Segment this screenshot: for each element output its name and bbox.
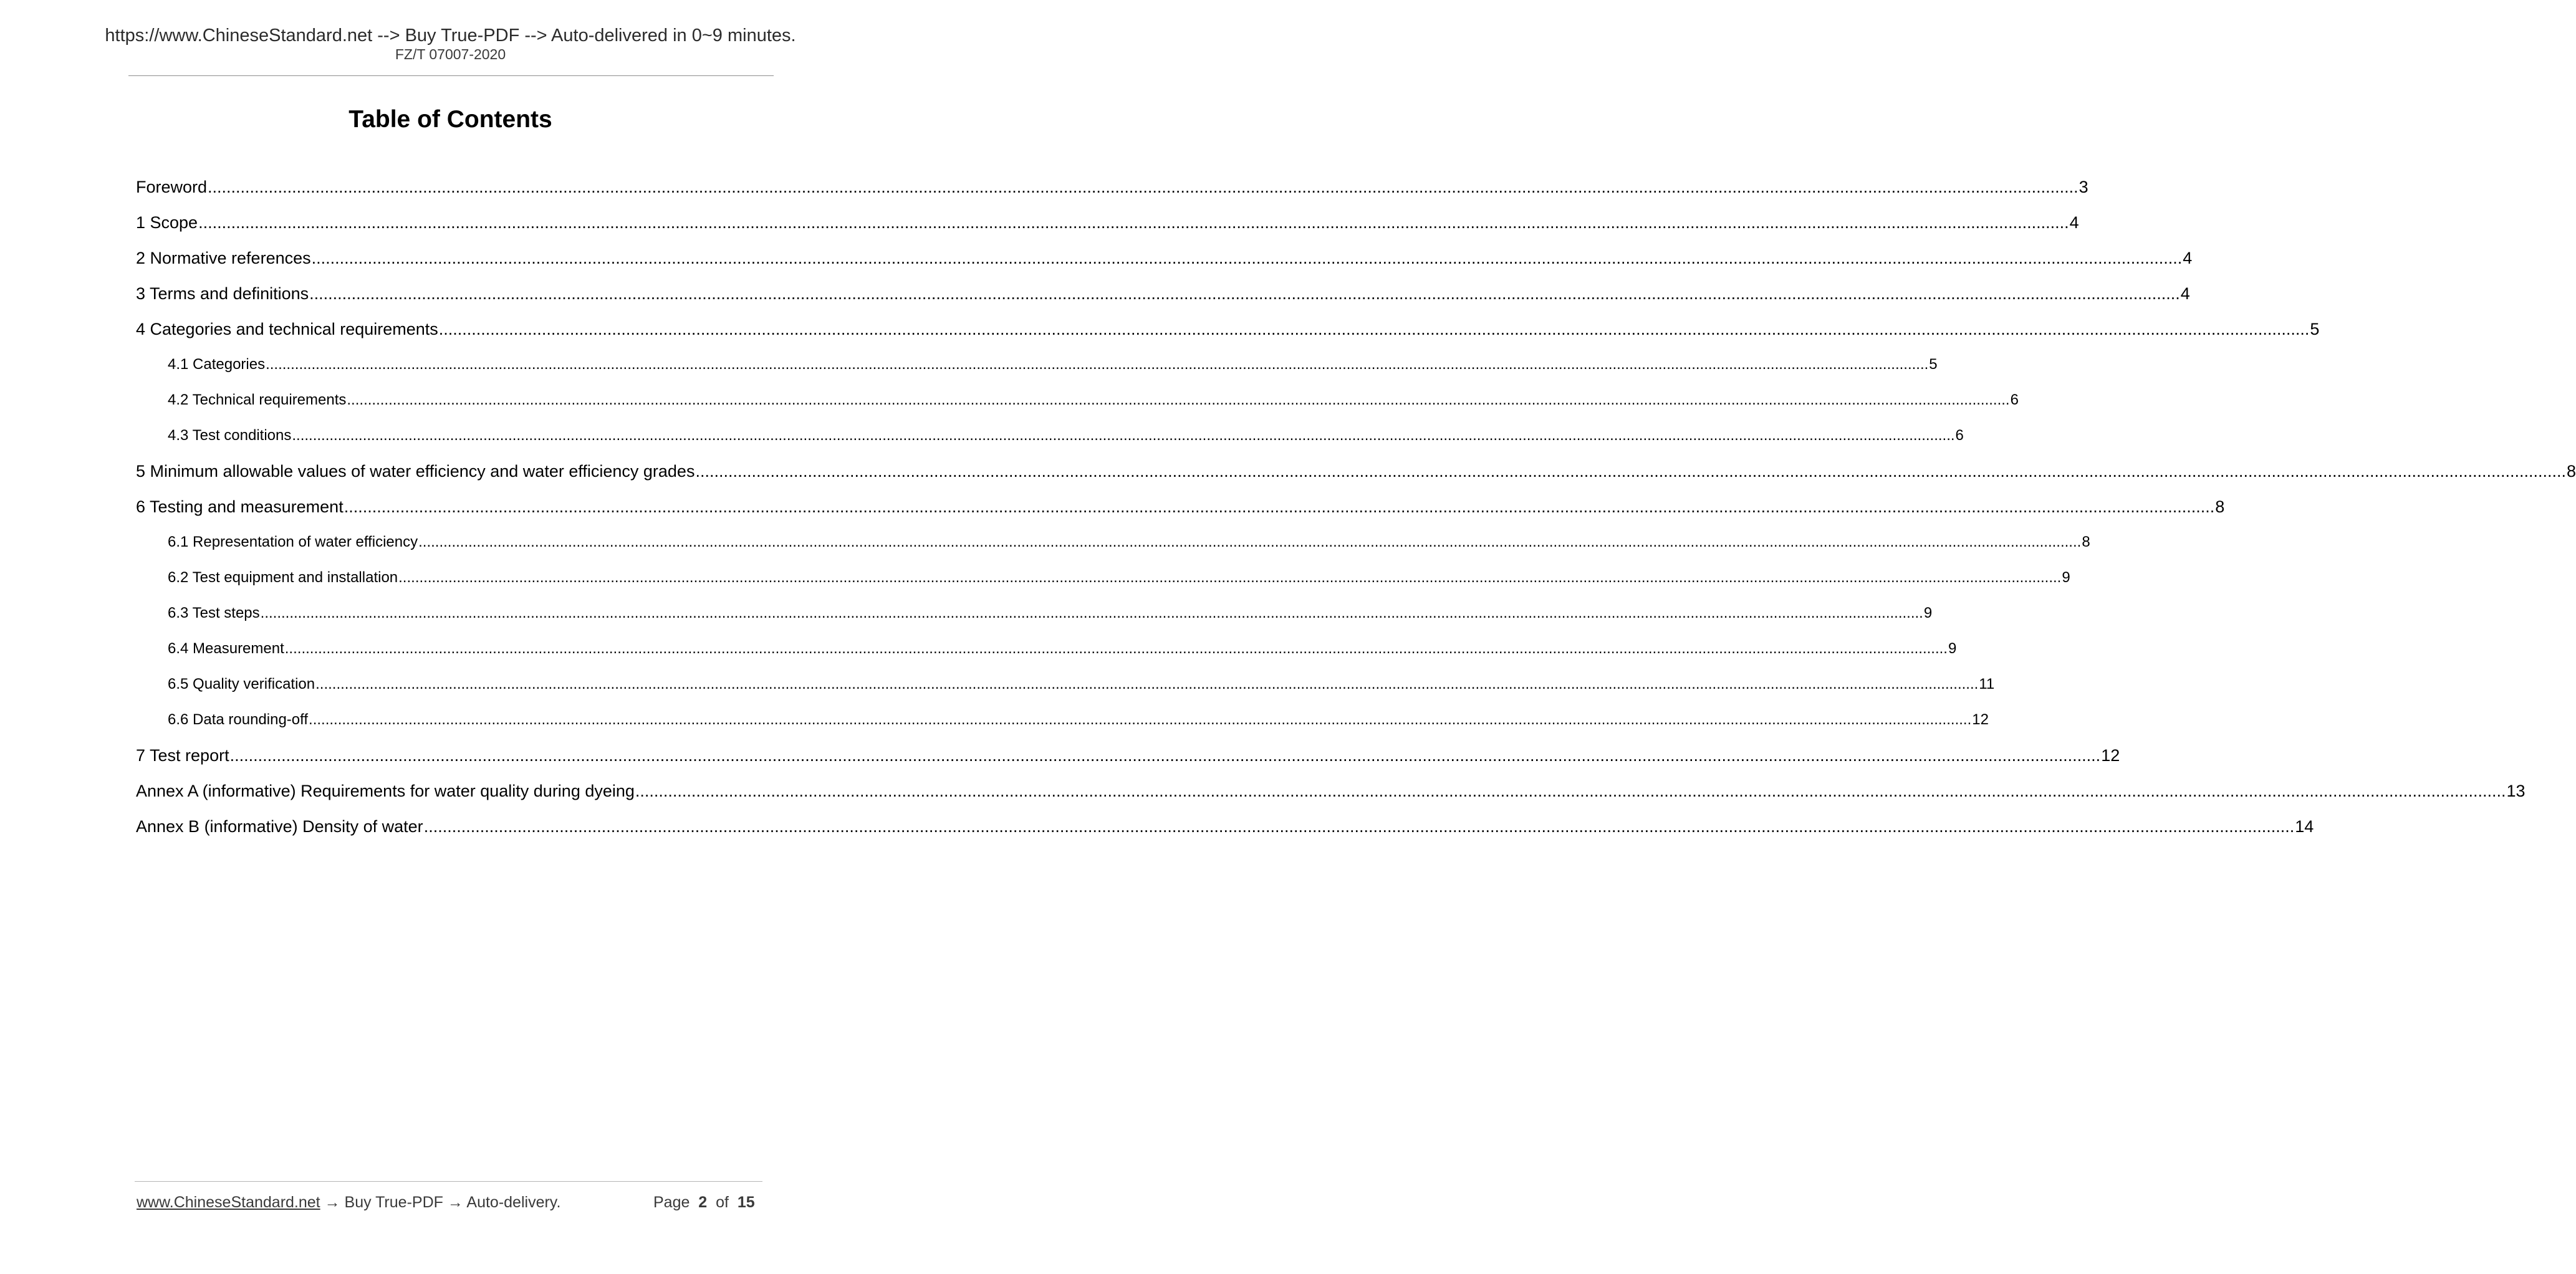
dot-leader: ................................................................................................................................................................................................................................................................................................................................................................................................................ — [208, 178, 2079, 196]
toc-entry-page: 4 — [2180, 284, 2190, 303]
toc-entry-label: 2 Normative references — [136, 249, 311, 267]
toc-entry-page: 12 — [2101, 746, 2120, 765]
toc-entry-quality-verification[interactable] — [168, 673, 1995, 696]
toc-entry-measurement[interactable] — [168, 638, 1957, 660]
toc-entry-page: 8 — [2567, 462, 2576, 481]
toc-entry-label: 6.3 Test steps — [168, 605, 260, 621]
footer-divider — [135, 1181, 762, 1182]
footer-promo — [137, 1192, 560, 1212]
toc-entry-label: 6.1 Representation of water efficiency — [168, 534, 418, 550]
total-pages: 15 — [737, 1194, 755, 1211]
toc-entry-label: 4.1 Categories — [168, 356, 266, 373]
current-page-number: 2 — [698, 1194, 708, 1211]
toc-entry-test-report[interactable] — [136, 744, 2120, 767]
footer-promo-text: → Buy True-PDF → Auto-delivery. — [320, 1194, 561, 1211]
toc-entry-page: 5 — [2310, 320, 2320, 338]
dot-leader: ................................................................................................................................................................................................................................................................................................................................................................................................................ — [635, 782, 2506, 800]
dot-leader: ................................................................................................................................................................................................................................................................................................................................................................................................................ — [309, 711, 1972, 728]
toc-entry-technical-requirements[interactable] — [168, 389, 2019, 411]
dot-leader: ................................................................................................................................................................................................................................................................................................................................................................................................................ — [398, 569, 2062, 586]
toc-entry-data-rounding-off[interactable] — [168, 709, 1989, 731]
toc-entry-page: 4 — [2183, 249, 2193, 267]
toc-entry-label: 4.3 Test conditions — [168, 427, 292, 444]
toc-entry-test-equipment-and-installation[interactable] — [168, 567, 2070, 589]
of-word: of — [716, 1194, 729, 1211]
toc-entry-page: 11 — [1979, 676, 1995, 692]
toc-entry-page: 8 — [2215, 497, 2225, 516]
dot-leader: ................................................................................................................................................................................................................................................................................................................................................................................................................ — [423, 817, 2295, 836]
dot-leader: ................................................................................................................................................................................................................................................................................................................................................................................................................ — [284, 640, 1948, 657]
toc-entry-label: 5 Minimum allowable values of water efficiency and water efficiency grades — [136, 462, 695, 481]
dot-leader: ................................................................................................................................................................................................................................................................................................................................................................................................................ — [311, 249, 2183, 267]
toc-entry-label: 6.4 Measurement — [168, 640, 284, 657]
toc-entry-page: 9 — [1948, 640, 1957, 657]
toc-entry-label: Annex B (informative) Density of water — [136, 817, 423, 836]
toc-entry-label: 3 Terms and definitions — [136, 284, 309, 303]
toc-entry-representation-of-water-efficiency[interactable] — [168, 531, 2090, 553]
toc-entry-page: 9 — [2062, 569, 2070, 586]
toc-entry-label: 4 Categories and technical requirements — [136, 320, 438, 338]
toc-entry-page: 13 — [2506, 782, 2526, 800]
toc-entry-label: 6.6 Data rounding-off — [168, 711, 309, 728]
toc-entry-page: 14 — [2295, 817, 2314, 836]
dot-leader: ................................................................................................................................................................................................................................................................................................................................................................................................................ — [198, 213, 2069, 232]
toc-title: Table of Contents — [348, 106, 552, 133]
page-indicator — [653, 1192, 755, 1212]
toc-entry-minimum-allowable-values[interactable] — [136, 460, 2576, 482]
dot-leader: ................................................................................................................................................................................................................................................................................................................................................................................................................ — [315, 676, 1979, 692]
toc-entry-label: Annex A (informative) Requirements for water quality during dyeing — [136, 782, 635, 800]
toc-entry-label: 1 Scope — [136, 213, 198, 232]
toc-entry-label: Foreword — [136, 178, 208, 196]
dot-leader: ................................................................................................................................................................................................................................................................................................................................................................................................................ — [695, 462, 2567, 481]
document-id: FZ/T 07007-2020 — [395, 46, 506, 62]
toc-entry-page: 3 — [2079, 178, 2088, 196]
toc-entry-test-steps[interactable] — [168, 602, 1933, 625]
toc-entry-annex-a[interactable] — [136, 780, 2526, 802]
toc-entry-scope[interactable] — [136, 211, 2079, 234]
toc-entry-terms-and-definitions[interactable] — [136, 282, 2190, 305]
header-divider — [128, 75, 774, 76]
dot-leader: ................................................................................................................................................................................................................................................................................................................................................................................................................ — [266, 356, 1929, 373]
toc-entry-page: 8 — [2082, 534, 2090, 550]
dot-leader: ................................................................................................................................................................................................................................................................................................................................................................................................................ — [418, 534, 2082, 550]
dot-leader: ................................................................................................................................................................................................................................................................................................................................................................................................................ — [260, 605, 1923, 621]
toc-entry-page: 12 — [1972, 711, 1989, 728]
toc-entry-label: 6 Testing and measurement — [136, 497, 344, 516]
toc-entry-page: 4 — [2069, 213, 2079, 232]
toc-entry-test-conditions[interactable] — [168, 424, 1964, 447]
toc-entry-label: 6.5 Quality verification — [168, 676, 315, 692]
toc-entry-page: 6 — [1955, 427, 1964, 444]
toc-entry-foreword[interactable] — [136, 176, 2088, 198]
toc-entry-annex-b[interactable] — [136, 815, 2314, 838]
dot-leader: ................................................................................................................................................................................................................................................................................................................................................................................................................ — [309, 284, 2180, 303]
header-banner: https://www.ChineseStandard.net --> Buy True-PDF --> Auto-delivered in 0~9 minutes. — [105, 26, 796, 46]
toc-entry-page: 6 — [2010, 391, 2019, 408]
toc-entry-label: 4.2 Technical requirements — [168, 391, 347, 408]
dot-leader: ................................................................................................................................................................................................................................................................................................................................................................................................................ — [344, 497, 2215, 516]
toc-entry-categories-and-technical-requirements[interactable] — [136, 318, 2320, 340]
toc-entry-normative-references[interactable] — [136, 247, 2193, 269]
toc-entry-label: 6.2 Test equipment and installation — [168, 569, 398, 586]
dot-leader: ................................................................................................................................................................................................................................................................................................................................................................................................................ — [229, 746, 2101, 765]
dot-leader: ................................................................................................................................................................................................................................................................................................................................................................................................................ — [438, 320, 2310, 338]
toc-entry-label: 7 Test report — [136, 746, 229, 765]
dot-leader: ................................................................................................................................................................................................................................................................................................................................................................................................................ — [347, 391, 2010, 408]
dot-leader: ................................................................................................................................................................................................................................................................................................................................................................................................................ — [292, 427, 1955, 444]
page-word: Page — [653, 1194, 690, 1211]
toc-entry-categories[interactable] — [168, 353, 1938, 376]
footer-site-link[interactable]: www.ChineseStandard.net — [137, 1194, 320, 1211]
toc-entry-page: 5 — [1929, 356, 1938, 373]
toc-entry-page: 9 — [1923, 605, 1933, 621]
toc-entry-testing-and-measurement[interactable] — [136, 496, 2225, 518]
